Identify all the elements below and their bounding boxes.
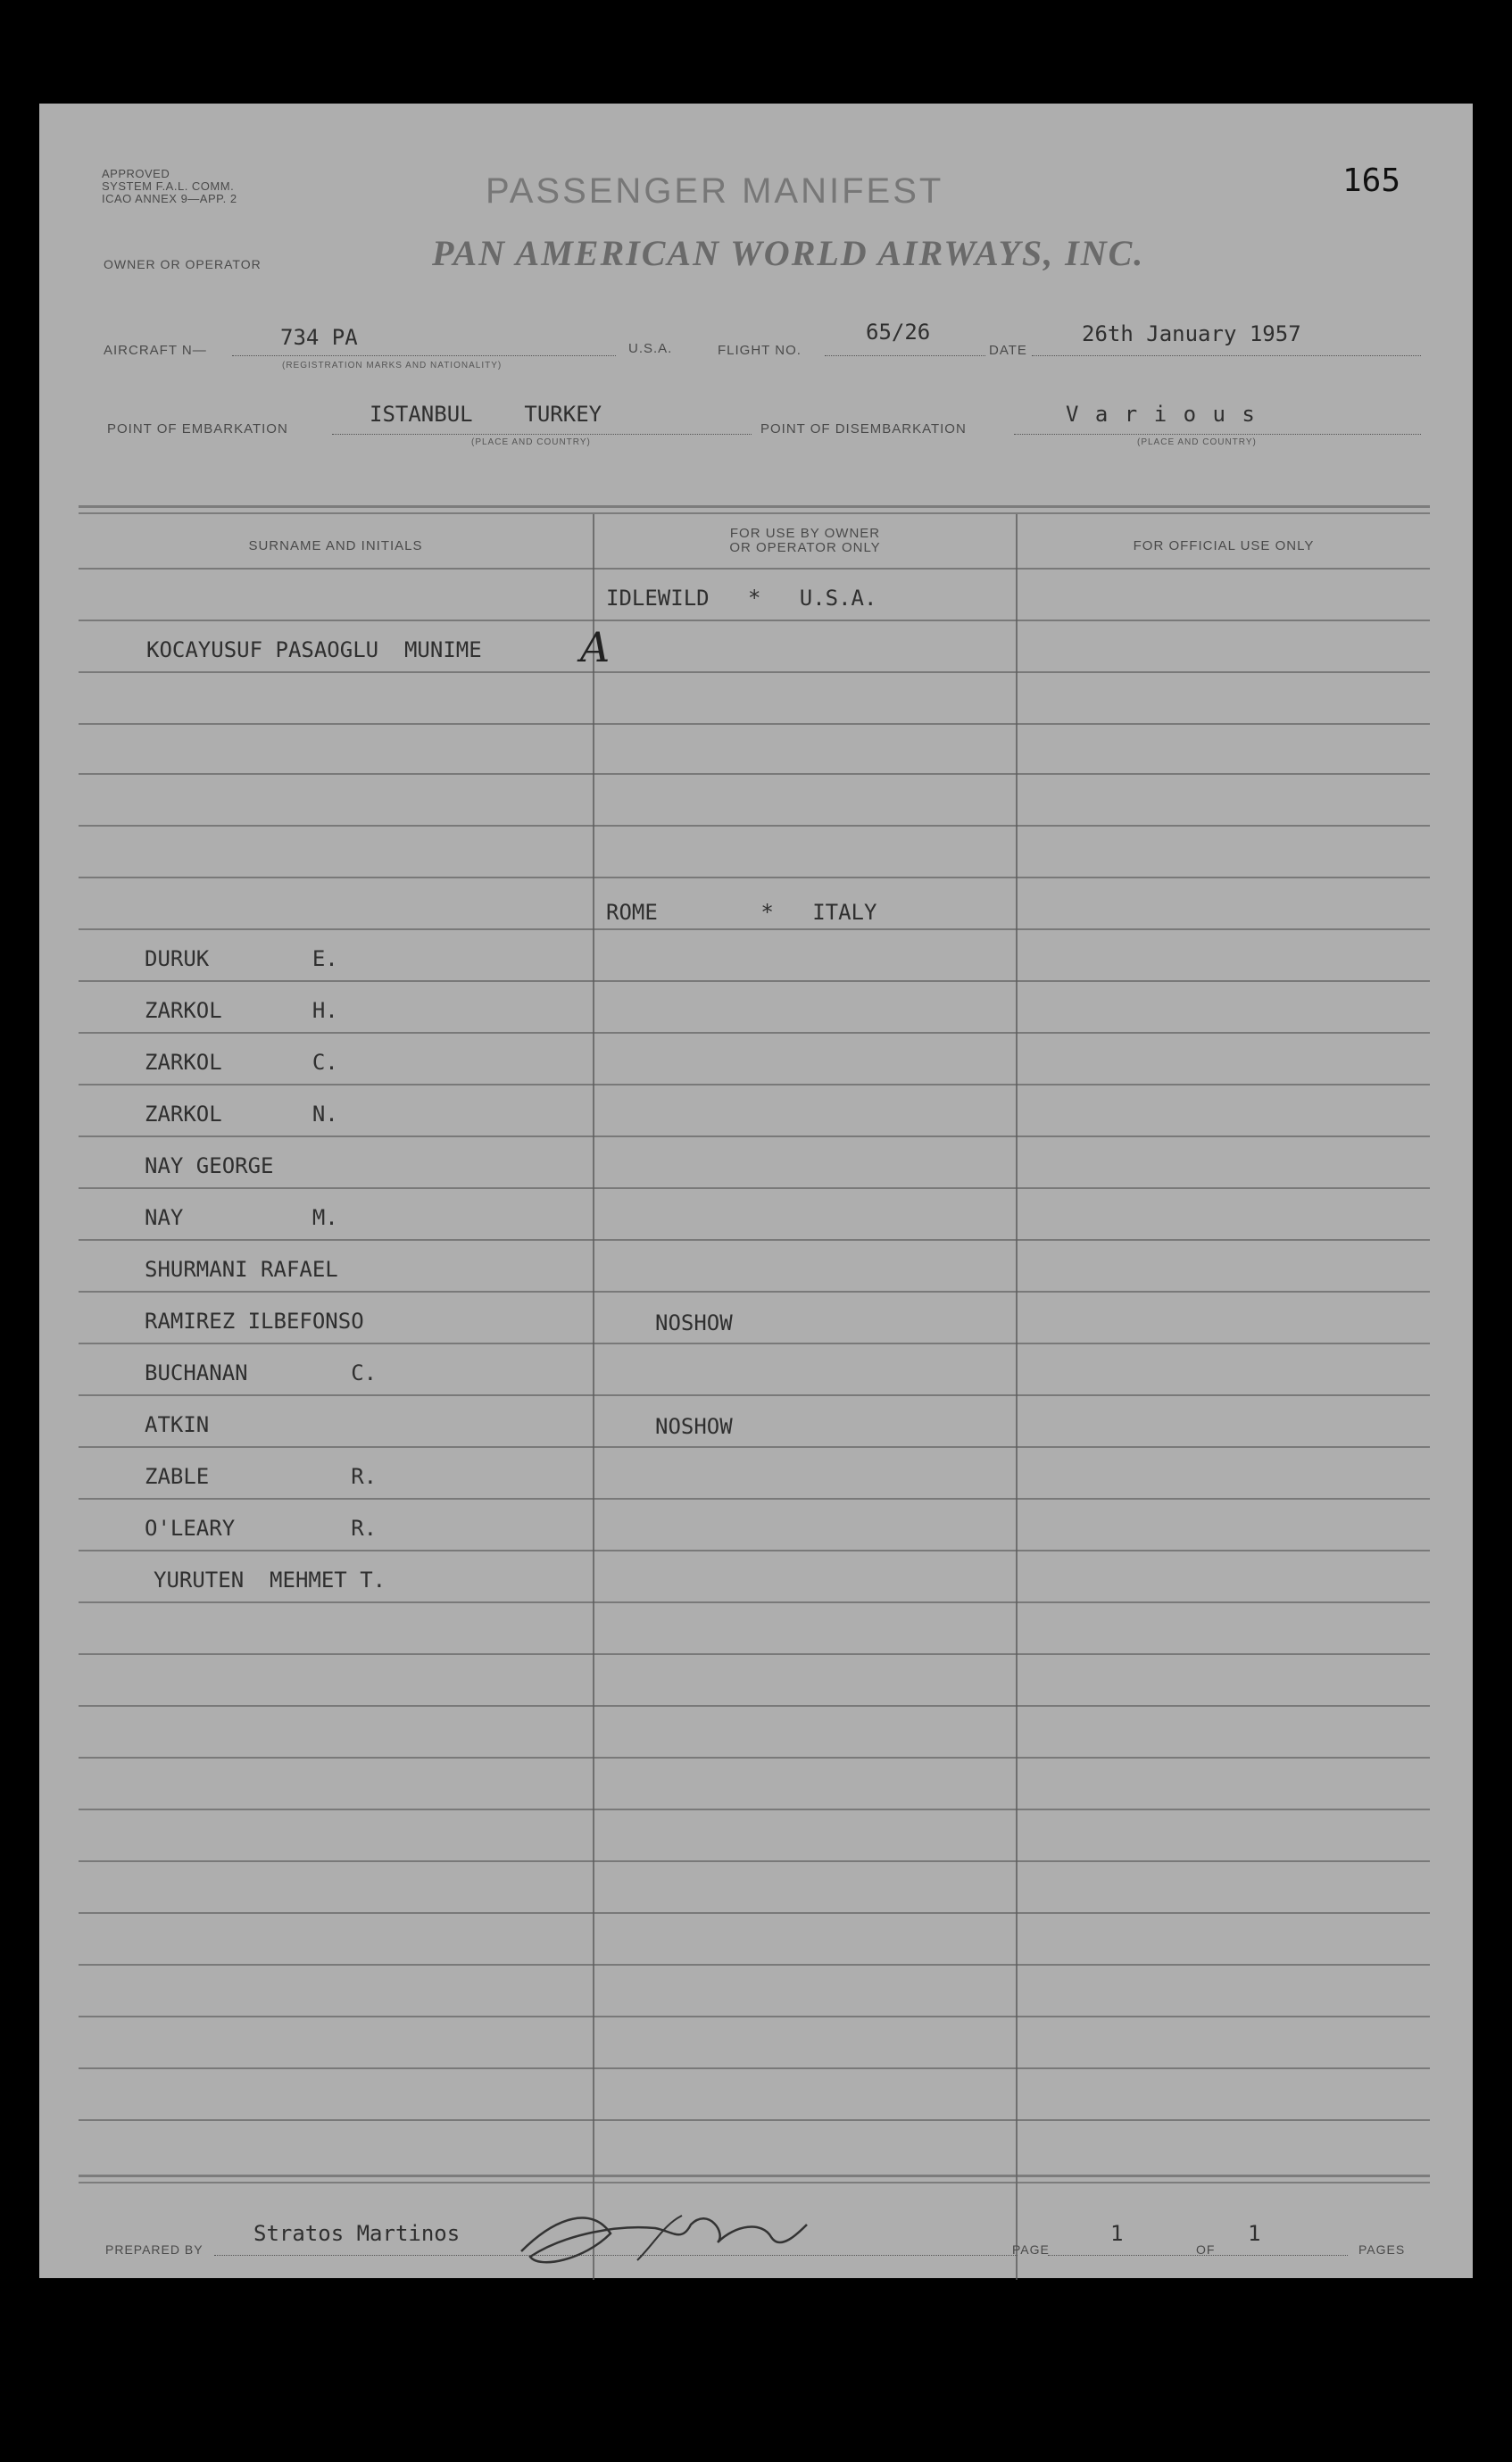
table-bottom-rule-2 (79, 2182, 1430, 2183)
ruled-line (79, 1601, 1430, 1603)
page-value: 1 (1110, 2221, 1124, 2246)
ruled-line (79, 1860, 1430, 1862)
aircraft-value: 734 PA (280, 325, 358, 350)
ruled-line (79, 1291, 1430, 1293)
signature-icon (503, 2198, 825, 2278)
pages-label: PAGES (1358, 2242, 1406, 2257)
ruled-line (79, 568, 1430, 570)
ruled-line (79, 928, 1430, 930)
ruled-line (79, 723, 1430, 725)
approval-line-2: SYSTEM F.A.L. COMM. (102, 179, 235, 193)
manifest-sheet (39, 104, 1473, 2278)
ruled-line (79, 1239, 1430, 1241)
ruled-line (79, 1705, 1430, 1707)
passenger-row: O'LEARY R. (145, 1516, 378, 1541)
ruled-line (79, 877, 1430, 878)
passenger-row: ZARKOL H. (145, 998, 338, 1023)
flight-label: FLIGHT NO. (718, 343, 802, 358)
ruled-line (79, 1498, 1430, 1500)
prepared-by-label: PREPARED BY (105, 2242, 204, 2257)
aircraft-label: AIRCRAFT N— (104, 343, 207, 358)
ruled-line (79, 1964, 1430, 1966)
passenger-row: YURUTEN MEHMET T. (154, 1568, 386, 1593)
noshow-ramirez: NOSHOW (655, 1310, 733, 1335)
passenger-row: ZARKOL C. (145, 1050, 338, 1075)
page-stamp-number: 165 (1342, 162, 1401, 199)
disembarkation-caption: (PLACE AND COUNTRY) (1137, 437, 1257, 447)
flight-underline (825, 355, 985, 356)
embarkation-caption: (PLACE AND COUNTRY) (471, 437, 591, 447)
disembarkation-value: V a r i o u s (1066, 402, 1257, 427)
column-header-owner-line-2: OR OPERATOR ONLY (729, 540, 881, 555)
approval-stamp (102, 168, 237, 205)
ruled-line (79, 2016, 1430, 2017)
date-value: 26th January 1957 (1082, 321, 1301, 346)
ruled-line (79, 1032, 1430, 1034)
ruled-line (79, 1550, 1430, 1551)
page-label: PAGE (1012, 2242, 1050, 2257)
passenger-row: NAY GEORGE (145, 1153, 274, 1178)
ruled-line (79, 773, 1430, 775)
destination-rome: ROME * ITALY (606, 900, 877, 925)
date-underline (1032, 355, 1421, 356)
passenger-row: ATKIN (145, 1412, 210, 1437)
registration-caption: (REGISTRATION MARKS AND NATIONALITY) (282, 361, 503, 370)
ruled-line (79, 1187, 1430, 1189)
embarkation-underline (332, 434, 752, 435)
ruled-line (79, 1912, 1430, 1914)
table-bottom-rule (79, 2175, 1430, 2177)
ruled-line (79, 1084, 1430, 1085)
passenger-row: RAMIREZ ILBEFONSO (145, 1309, 364, 1334)
noshow-atkin: NOSHOW (655, 1414, 733, 1439)
date-label: DATE (989, 343, 1027, 358)
column-header-surname: SURNAME AND INITIALS (248, 538, 423, 553)
ruled-line (79, 1757, 1430, 1759)
column-header-owner-line-1: FOR USE BY OWNER (729, 526, 881, 541)
ruled-line (79, 1343, 1430, 1344)
embarkation-value: ISTANBUL TURKEY (370, 402, 602, 427)
ruled-line (79, 1809, 1430, 1810)
ruled-line (79, 1653, 1430, 1655)
company-name: PAN AMERICAN WORLD AIRWAYS, INC. (432, 233, 1145, 273)
passenger-row-kocayusuf: KOCAYUSUF PASAOGLU MUNIME (146, 637, 482, 662)
owner-label: OWNER OR OPERATOR (104, 257, 262, 271)
ruled-line (79, 980, 1430, 982)
approval-line-1: APPROVED (102, 167, 170, 180)
passenger-row: ZARKOL N. (145, 1102, 338, 1127)
page-title: PASSENGER MANIFEST (486, 171, 944, 211)
approval-line-3: ICAO ANNEX 9—APP. 2 (102, 192, 237, 205)
passenger-row: DURUK E. (145, 946, 338, 971)
page-underline (1048, 2255, 1348, 2256)
aircraft-underline (232, 355, 616, 356)
handwritten-mark: A (580, 623, 611, 671)
flight-value: 65/26 (866, 320, 931, 345)
embarkation-label: POINT OF EMBARKATION (107, 421, 288, 437)
passenger-row: SHURMANI RAFAEL (145, 1257, 338, 1282)
table-top-rule-2 (79, 512, 1430, 514)
ruled-line (79, 1394, 1430, 1396)
ruled-line (79, 1446, 1430, 1448)
prepared-by-value: Stratos Martinos (253, 2221, 461, 2246)
usa-label: U.S.A. (628, 341, 673, 356)
destination-idlewild: IDLEWILD * U.S.A. (606, 586, 877, 611)
ruled-line (79, 620, 1430, 621)
passenger-row: ZABLE R. (145, 1464, 378, 1489)
ruled-line (79, 1135, 1430, 1137)
passenger-row: BUCHANAN C. (145, 1360, 378, 1385)
table-top-rule (79, 505, 1430, 508)
ruled-line (79, 671, 1430, 673)
disembarkation-label: POINT OF DISEMBARKATION (760, 421, 967, 437)
column-header-official: FOR OFFICIAL USE ONLY (1133, 538, 1315, 553)
ruled-line (79, 2119, 1430, 2121)
of-label: OF (1196, 2242, 1216, 2257)
of-value: 1 (1248, 2221, 1261, 2246)
disembarkation-underline (1014, 434, 1421, 435)
column-header-owner (594, 527, 1016, 555)
ruled-line (79, 825, 1430, 827)
ruled-line (79, 2067, 1430, 2069)
passenger-row: NAY M. (145, 1205, 338, 1230)
